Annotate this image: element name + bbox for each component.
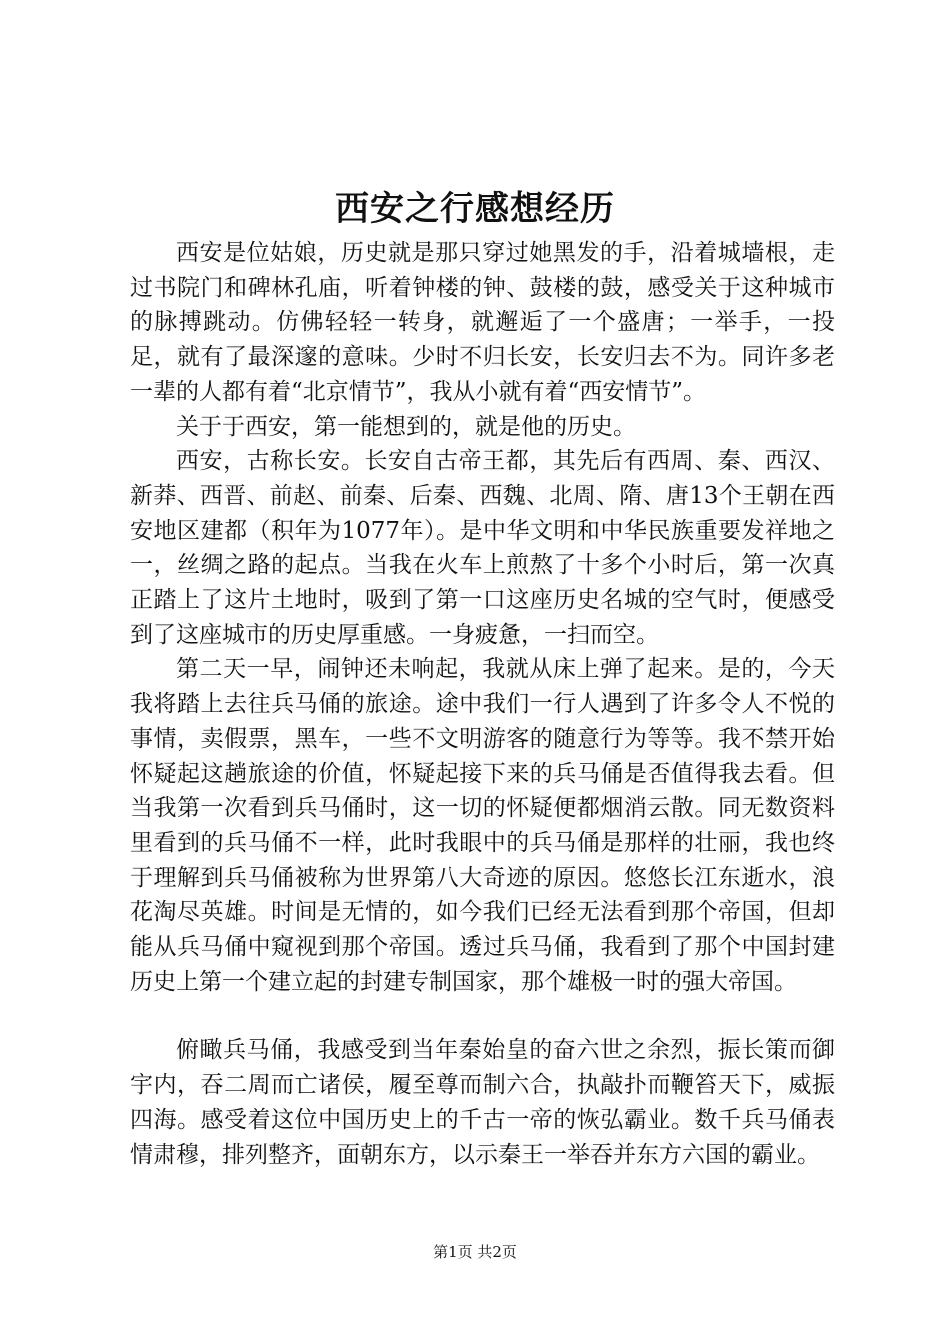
document-title: 西安之行感想经历 (335, 189, 615, 229)
paragraph-terracotta-reflection: 俯瞰兵马俑，我感受到当年秦始皇的奋六世之余烈，振长策而御宇内，吞二周而亡诸侯，履至尊而制六合，执敲扑而鞭笞天下，威振四海。感受着这位中国历史上的千古一帝的恢弘霸业。数千兵马俑表情肃穆，排列整齐，面朝东方，以示秦王一举吞并东方六国的霸业。 (130, 1037, 835, 1168)
page-number-footer: 第1页 共2页 (433, 1243, 517, 1261)
paragraph-history: 西安，古称长安。长安自古帝王都，其先后有西周、秦、西汉、新莽、西晋、前赵、前秦、后秦、西魏、北周、隋、唐13个王朝在西安地区建都（积年为1077年）。是中华文明和中华民族重要发祥地之一，丝绸之路的起点。当我在火车上煎熬了十多个小时后，第一次真正踏上了这片土地时，吸到了第一口这座历史名城的空气时，便感受到了这座城市的历史厚重感。一身疲惫，一扫而空。 (130, 448, 835, 648)
paragraph-terracotta-visit: 第二天一早，闹钟还未响起，我就从床上弹了起来。是的，今天我将踏上去往兵马俑的旅途。途中我们一行人遇到了许多令人不悦的事情，卖假票，黑车，一些不文明游客的随意行为等等。我不禁开始怀疑起这趟旅途的价值，怀疑起接下来的兵马俑是否值得我去看。但当我第一次看到兵马俑时，这一切的怀疑便都烟消云散。同无数资料里看到的兵马俑不一样，此时我眼中的兵马俑是那样的壮丽，我也终于理解到兵马俑被称为世界第八大奇迹的原因。悠悠长江东逝水，浪花淘尽英雄。时间是无情的，如今我们已经无法看到那个帝国，但却能从兵马俑中窥视到那个帝国。透过兵马俑，我看到了那个中国封建历史上第一个建立起的封建专制国家，那个雄极一时的强大帝国。 (130, 656, 835, 995)
paragraph-history-lead: 关于于西安，第一能想到的，就是他的历史。 (176, 413, 636, 440)
document-body (130, 236, 835, 1172)
paragraph-intro: 西安是位姑娘，历史就是那只穿过她黑发的手，沿着城墙根，走过书院门和碑林孔庙，听着钟楼的钟、鼓楼的鼓，感受关于这种城市的脉搏跳动。仿佛轻轻一转身，就邂逅了一个盛唐；一举手，一投足，就有了最深邃的意味。少时不归长安，长安归去不为。同许多老一辈的人都有着“北京情节”，我从小就有着“西安情节”。 (130, 240, 835, 405)
